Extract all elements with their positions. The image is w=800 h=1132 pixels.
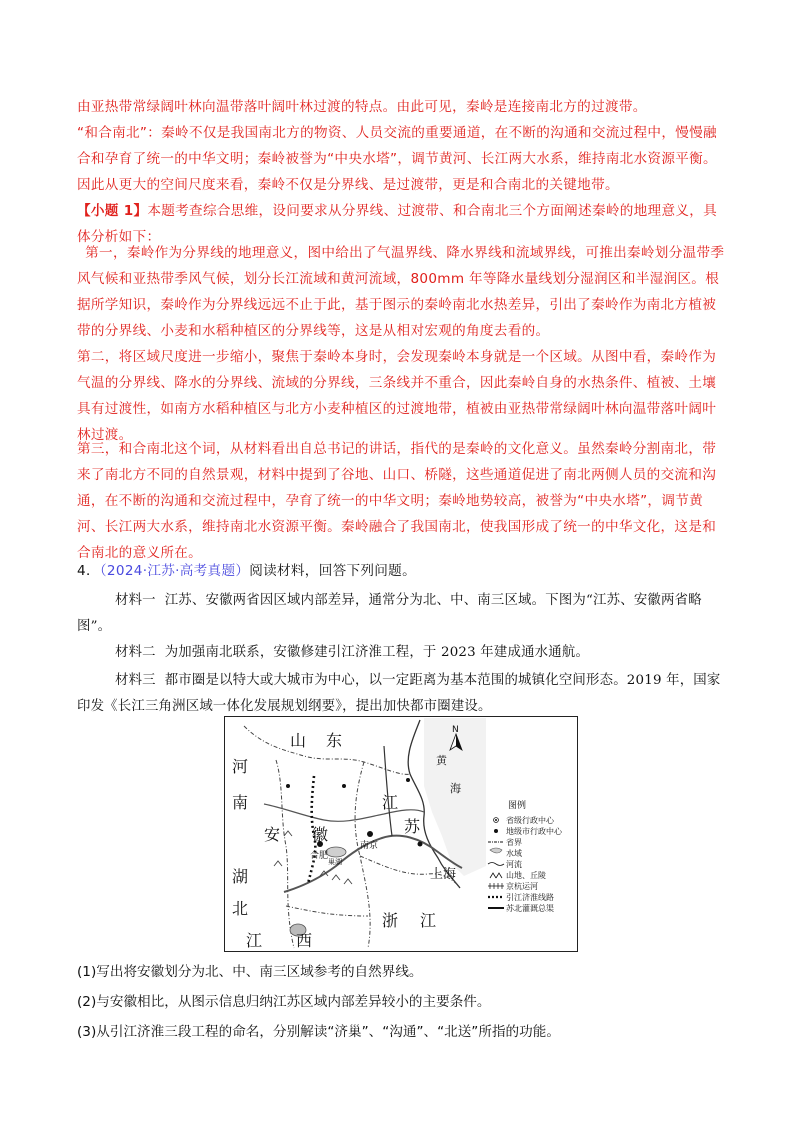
answer-hehe-paragraph: “和合南北”：秦岭不仅是我国南北方的物资、人员交流的重要通道，在不断的沟通和交流过程中，慢慢融合和孕育了统一的中华文明；秦岭被誉为“中央水塔”，调节黄河、长江两大水系，维持南北水资源平衡。因此从更大的空间尺度来看，秦岭不仅是分界线、是过渡带，更是和合南北的关键地带。 (77, 125, 717, 193)
map-label-hefei: 合肥 (310, 851, 329, 861)
legend-item-river: 河流 (506, 860, 522, 869)
jiangsu-anhui-map (224, 716, 578, 952)
map-label-anhui-2: 徽 (312, 825, 329, 844)
legend-item-canal: 京杭运河 (506, 882, 538, 891)
answer-line-0: 由亚热带常绿阔叶林向温带落叶阔叶林过渡的特点。由此可见，秦岭是连接南北方的过渡带。 (77, 99, 647, 115)
map-label-zhejiang-1: 浙 (382, 911, 399, 930)
subquestion-1: (1)写出将安徽划分为北、中、南三区域参考的自然界线。 (77, 964, 423, 980)
material-3: 材料三 都市圈是以特大或大城市为中心，以一定距离为基本范围的城镇化空间形态。2019 年，国家印发《长江三角洲区域一体化发展规划纲要》，提出加快都市圈建设。 (77, 673, 721, 714)
map-label-henan-1: 河 (232, 757, 249, 776)
question-prompt: 阅读材料，回答下列问题。 (249, 563, 416, 579)
map-label-huanghai-1: 黄 (436, 754, 447, 767)
material-1: 材料一 江苏、安徽两省因区域内部差异，通常分为北、中、南三区域。下图为“江苏、安徽两省略图”。 (77, 593, 702, 634)
map-label-nanjing: 南京 (360, 841, 379, 851)
map-label-anhui-1: 安 (264, 825, 281, 844)
legend-item-mountain: 山地、丘陵 (506, 871, 546, 880)
legend-item-province-border: 省界 (506, 838, 522, 847)
question-4-header (77, 558, 727, 584)
question-number: 4． (77, 563, 100, 579)
material-2: 材料二 为加强南北联系，安徽修建引江济淮工程，于 2023 年建成通水通航。 (115, 645, 590, 660)
map-label-shandong-1: 山 (290, 731, 307, 750)
legend-item-subei-canal: 苏北灌溉总渠 (506, 904, 554, 913)
legend-item-water: 水域 (506, 849, 522, 858)
map-label-jiangsu-2: 苏 (404, 817, 421, 836)
answer-third-paragraph: 第三，和合南北这个词，从材料看出自总书记的讲话，指代的是秦岭的文化意义。虽然秦岭分割南北，带来了南北方不同的自然景观，材料中提到了谷地、山口、桥隧，这些通道促进了南北两侧人员的交流和沟通，在不断的沟通和交流过程中，孕育了统一的中华文明；秦岭地势较高，被誉为“中央水塔”，调节黄河、长江两大水系，维持南北水资源平衡。秦岭融合了我国南北，使我国形成了统一的中华文化，这是和合南北的意义所在。 (77, 441, 717, 561)
map-label-shandong-2: 东 (326, 731, 343, 750)
answer-first-paragraph: 第一，秦岭作为分界线的地理意义，图中给出了气温界线、降水界线和流域界线，可推出秦岭划分温带季风气候和亚热带季风气候，划分长江流域和黄河流域，800mm 年等降水量线划分湿润区和半湿润区。根据所学知识，秦岭作为分界线远远不止于此，基于图示的秦岭南北水热差异，引出了秦岭作为南北方植被带的分界线、小麦和水稻种植区的分界线等，这是从相对宏观的角度去看的。 (77, 245, 725, 339)
map-label-hubei-1: 湖 (232, 867, 249, 886)
map-label-jiangxi-2: 西 (296, 931, 313, 950)
legend-item-provincial-capital: 省级行政中心 (506, 816, 554, 825)
answer-second-paragraph: 第二，将区域尺度进一步缩小，聚焦于秦岭本身时，会发现秦岭本身就是一个区域。从图中看，秦岭作为气温的分界线、降水的分界线、流域的分界线，三条线并不重合，因此秦岭自身的水热条件、植被、土壤具有过渡性，如南方水稻种植区与北方小麦种植区的过渡地带，植被由亚热带常绿阔叶林向温带落叶阔叶林过渡。 (77, 349, 717, 443)
legend-item-city: 地级市行政中心 (506, 827, 562, 836)
map-label-henan-2: 南 (232, 793, 249, 812)
map-label-jiangxi-1: 江 (246, 931, 263, 950)
subquestion-2: (2)与安徽相比，从图示信息归纳江苏区域内部差异较小的主要条件。 (77, 994, 491, 1010)
map-label-chaohu: 巢湖 (328, 858, 342, 866)
map-label-huanghai-2: 海 (450, 782, 461, 795)
map-label-jiangsu-1: 江 (382, 793, 399, 812)
svg-text:N: N (452, 725, 459, 735)
subquestion-1-tag: 【小题 1】 (77, 203, 148, 219)
map-label-shanghai: 上海 (430, 867, 457, 882)
map-label-hubei-2: 北 (232, 899, 249, 918)
map-label-zhejiang-2: 江 (420, 911, 437, 930)
legend-item-yinjiang-route: 引江济淮线路 (506, 893, 554, 902)
subquestion-3: (3)从引江济淮三段工程的命名，分别解读“济巢”、“沟通”、“北送”所指的功能。 (77, 1024, 560, 1040)
question-source: （2024·江苏·高考真题） (99, 563, 250, 579)
legend-title: 图例 (508, 801, 527, 811)
subquestion-1-intro: 【小题 1】本题考查综合思维，设问要求从分界线、过渡带、和合南北三个方面阐述秦岭的地理意义，具体分析如下： (77, 203, 718, 245)
